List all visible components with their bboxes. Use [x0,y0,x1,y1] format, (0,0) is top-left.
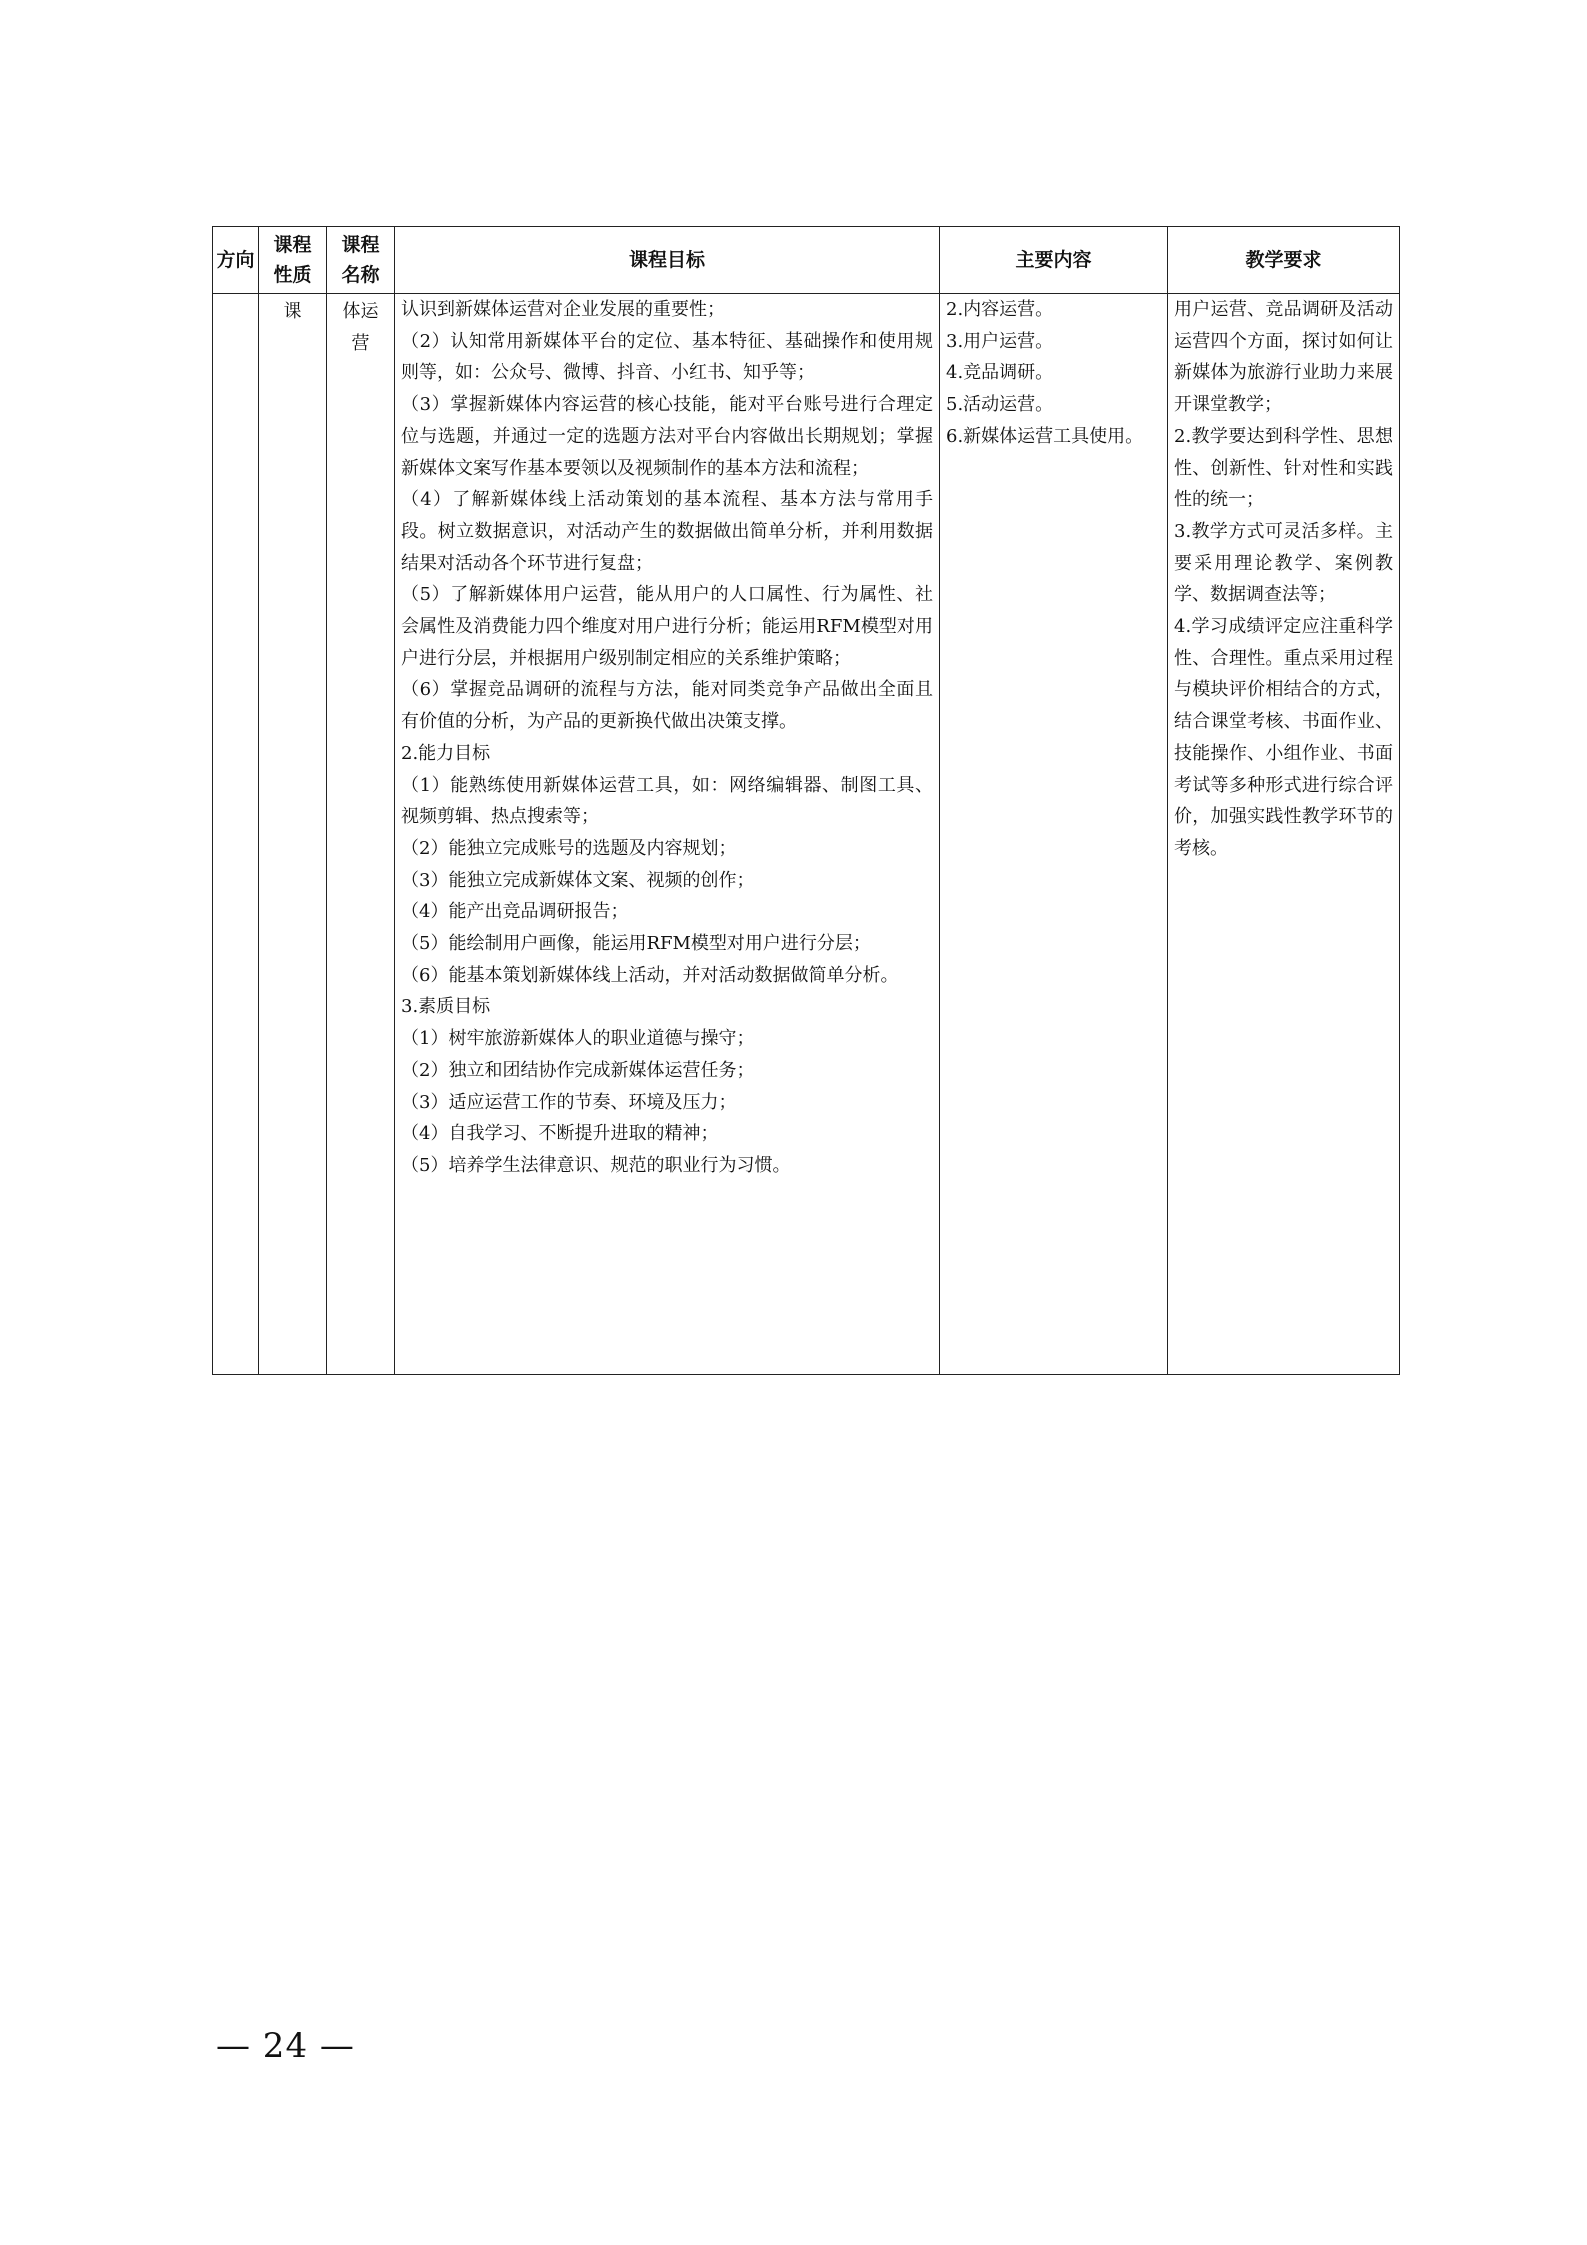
goal-line: （4）自我学习、不断提升进取的精神； [401,1123,719,1145]
cell-main-content [940,294,1168,1375]
goal-section-heading: 3.素质目标 [401,996,491,1018]
header-direction: 方向 [213,227,259,294]
header-main-content: 主要内容 [940,227,1168,294]
requirement-item: 3.教学方式可灵活多样。主要采用理论教学、案例教学、数据调查法等； [1174,520,1393,606]
cell-course-goals [395,294,940,1375]
goal-line: （2）认知常用新媒体平台的定位、基本特征、基础操作和使用规则等，如：公众号、微博、抖音、小红书、知乎等； [401,330,933,384]
content-item: 6.新媒体运营工具使用。 [946,425,1144,447]
goal-line: （4）了解新媒体线上活动策划的基本流程、基本方法与常用手段。树立数据意识，对活动产生的数据做出简单分析，并利用数据结果对活动各个环节进行复盘； [401,489,933,574]
table-row [213,294,1400,1375]
course-table [212,226,1400,1375]
goal-line: （5）培养学生法律意识、规范的职业行为习惯。 [401,1154,791,1176]
header-teaching-requirements: 教学要求 [1168,227,1400,294]
goal-line: （2）独立和团结协作完成新媒体运营任务； [401,1059,755,1081]
header-course-name: 课程名称 [327,227,395,294]
goal-line: （3）掌握新媒体内容运营的核心技能，能对平台账号进行合理定位与选题，并通过一定的选题方法对平台内容做出长期规划；掌握新媒体文案写作基本要领以及视频制作的基本方法和流程； [401,394,933,479]
requirement-item: 4.学习成绩评定应注重科学性、合理性。重点采用过程与模块评价相结合的方式，结合课堂考核、书面作业、技能操作、小组作业、书面考试等多种形式进行综合评价，加强实践性教学环节的考核。 [1174,616,1393,859]
goal-line: （5）了解新媒体用户运营，能从用户的人口属性、行为属性、社会属性及消费能力四个维度对用户进行分析；能运用RFM模型对用户进行分层，并根据用户级别制定相应的关系维护策略； [401,584,933,669]
goal-line: （5）能绘制用户画像，能运用RFM模型对用户进行分层； [401,933,871,955]
goal-line: （6）能基本策划新媒体线上活动，并对活动数据做简单分析。 [401,964,899,986]
goal-section-heading: 2.能力目标 [401,742,491,764]
cell-course-name: 体运营 [327,294,395,1375]
goal-line: （1）树牢旅游新媒体人的职业道德与操守； [401,1028,755,1050]
goal-line: （2）能独立完成账号的选题及内容规划； [401,837,737,859]
table-header-row [213,227,1400,294]
header-course-goals: 课程目标 [395,227,940,294]
goal-line: 认识到新媒体运营对企业发展的重要性； [401,299,725,320]
content-item: 2.内容运营。 [946,299,1054,320]
goal-line: （3）适应运营工作的节奏、环境及压力； [401,1091,737,1113]
requirement-item: 用户运营、竞品调研及活动运营四个方面，探讨如何让新媒体为旅游行业助力来展开课堂教学； [1174,299,1393,416]
goal-line: （3）能独立完成新媒体文案、视频的创作； [401,869,755,891]
content-item: 3.用户运营。 [946,330,1054,352]
cell-direction [213,294,259,1375]
cell-course-nature: 课 [259,294,327,1375]
goal-line: （6）掌握竞品调研的流程与方法，能对同类竞争产品做出全面且有价值的分析，为产品的更新换代做出决策支撑。 [401,679,933,733]
goal-line: （4）能产出竞品调研报告； [401,901,629,923]
cell-teaching-requirements [1168,294,1400,1375]
content-item: 5.活动运营。 [946,394,1054,416]
header-course-nature: 课程性质 [259,227,327,294]
goal-line: （1）能熟练使用新媒体运营工具，如：网络编辑器、制图工具、视频剪辑、热点搜索等； [401,774,933,828]
content-item: 4.竞品调研。 [946,362,1054,384]
page-number: — 24 — [216,2026,355,2066]
requirement-item: 2.教学要达到科学性、思想性、创新性、针对性和实践性的统一； [1174,425,1393,511]
